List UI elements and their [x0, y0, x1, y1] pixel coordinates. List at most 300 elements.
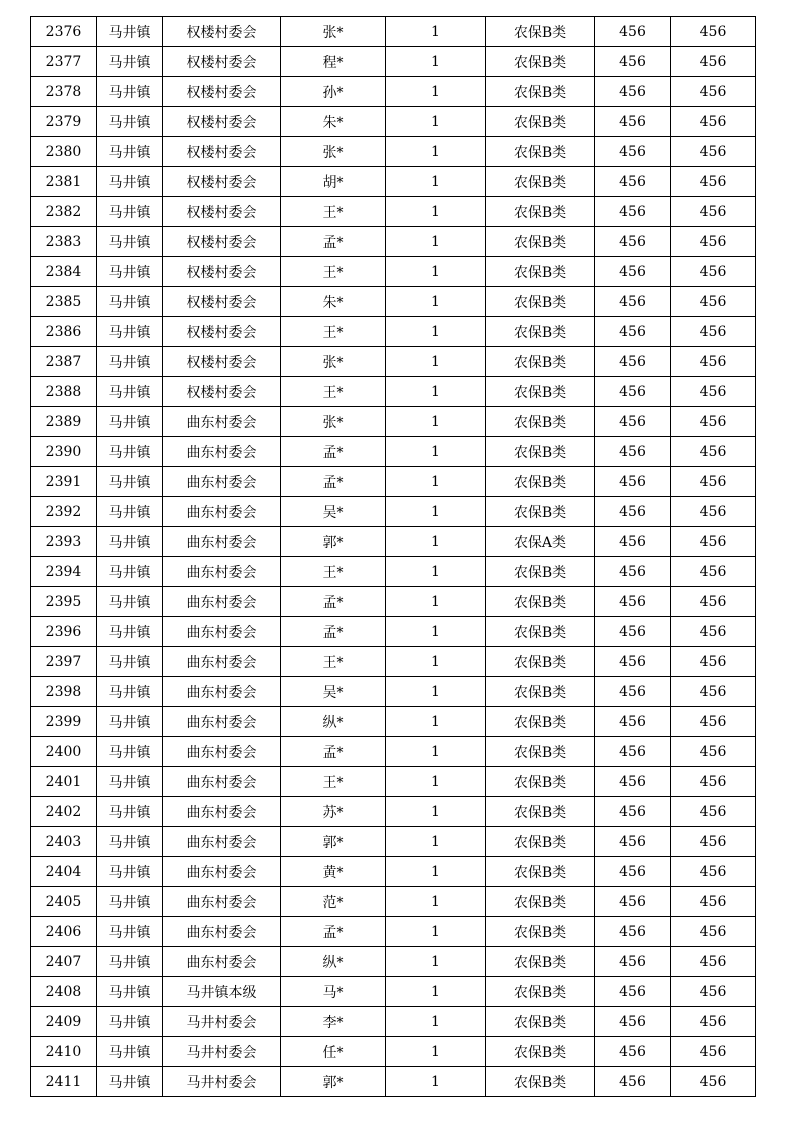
table-row: [31, 497, 756, 527]
table-row: [31, 707, 756, 737]
table-row: [31, 77, 756, 107]
cell-count: 1: [386, 557, 486, 587]
table-row: [31, 257, 756, 287]
cell-name: 朱*: [281, 287, 386, 317]
table-row: [31, 737, 756, 767]
cell-category: 农保B类: [486, 47, 595, 77]
cell-category: 农保B类: [486, 977, 595, 1007]
cell-category: 农保B类: [486, 737, 595, 767]
cell-issued-amount: 456: [671, 407, 756, 437]
cell-standard-amount: 456: [595, 797, 671, 827]
cell-name: 胡*: [281, 167, 386, 197]
cell-count: 1: [386, 437, 486, 467]
cell-name: 孟*: [281, 437, 386, 467]
cell-village-committee: 权楼村委会: [163, 377, 281, 407]
cell-name: 黄*: [281, 857, 386, 887]
cell-town: 马井镇: [97, 167, 163, 197]
table-row: [31, 647, 756, 677]
table-row: [31, 47, 756, 77]
cell-issued-amount: 456: [671, 527, 756, 557]
cell-village-committee: 曲东村委会: [163, 857, 281, 887]
cell-count: 1: [386, 497, 486, 527]
cell-town: 马井镇: [97, 767, 163, 797]
cell-village-committee: 曲东村委会: [163, 467, 281, 497]
cell-name: 纵*: [281, 947, 386, 977]
cell-standard-amount: 456: [595, 557, 671, 587]
cell-issued-amount: 456: [671, 587, 756, 617]
table-row: [31, 137, 756, 167]
cell-category: 农保B类: [486, 227, 595, 257]
cell-count: 1: [386, 917, 486, 947]
cell-town: 马井镇: [97, 647, 163, 677]
cell-serial-number: 2408: [31, 977, 97, 1007]
cell-category: 农保B类: [486, 347, 595, 377]
cell-serial-number: 2382: [31, 197, 97, 227]
cell-count: 1: [386, 407, 486, 437]
cell-category: 农保B类: [486, 407, 595, 437]
cell-issued-amount: 456: [671, 1037, 756, 1067]
cell-category: 农保B类: [486, 857, 595, 887]
cell-village-committee: 权楼村委会: [163, 227, 281, 257]
cell-village-committee: 权楼村委会: [163, 167, 281, 197]
cell-category: 农保B类: [486, 437, 595, 467]
cell-town: 马井镇: [97, 347, 163, 377]
cell-serial-number: 2378: [31, 77, 97, 107]
cell-village-committee: 马井村委会: [163, 1067, 281, 1097]
cell-village-committee: 曲东村委会: [163, 617, 281, 647]
cell-town: 马井镇: [97, 827, 163, 857]
cell-town: 马井镇: [97, 467, 163, 497]
cell-standard-amount: 456: [595, 677, 671, 707]
cell-standard-amount: 456: [595, 77, 671, 107]
cell-issued-amount: 456: [671, 1067, 756, 1097]
cell-standard-amount: 456: [595, 527, 671, 557]
cell-count: 1: [386, 467, 486, 497]
cell-name: 张*: [281, 347, 386, 377]
cell-name: 朱*: [281, 107, 386, 137]
cell-serial-number: 2377: [31, 47, 97, 77]
cell-serial-number: 2403: [31, 827, 97, 857]
cell-category: 农保B类: [486, 827, 595, 857]
cell-village-committee: 曲东村委会: [163, 587, 281, 617]
cell-name: 孟*: [281, 617, 386, 647]
cell-village-committee: 权楼村委会: [163, 17, 281, 47]
cell-village-committee: 曲东村委会: [163, 947, 281, 977]
table-row: [31, 1007, 756, 1037]
cell-town: 马井镇: [97, 1037, 163, 1067]
table-row: [31, 407, 756, 437]
cell-count: 1: [386, 287, 486, 317]
cell-village-committee: 曲东村委会: [163, 527, 281, 557]
cell-count: 1: [386, 317, 486, 347]
table-row: [31, 197, 756, 227]
cell-issued-amount: 456: [671, 287, 756, 317]
cell-standard-amount: 456: [595, 587, 671, 617]
cell-village-committee: 曲东村委会: [163, 647, 281, 677]
cell-issued-amount: 456: [671, 557, 756, 587]
cell-village-committee: 权楼村委会: [163, 137, 281, 167]
cell-issued-amount: 456: [671, 467, 756, 497]
cell-count: 1: [386, 857, 486, 887]
cell-serial-number: 2396: [31, 617, 97, 647]
cell-count: 1: [386, 527, 486, 557]
cell-count: 1: [386, 227, 486, 257]
cell-count: 1: [386, 257, 486, 287]
cell-village-committee: 曲东村委会: [163, 737, 281, 767]
cell-serial-number: 2394: [31, 557, 97, 587]
cell-village-committee: 曲东村委会: [163, 407, 281, 437]
cell-village-committee: 曲东村委会: [163, 677, 281, 707]
cell-village-committee: 权楼村委会: [163, 287, 281, 317]
cell-name: 王*: [281, 647, 386, 677]
cell-category: 农保B类: [486, 647, 595, 677]
cell-standard-amount: 456: [595, 107, 671, 137]
cell-count: 1: [386, 767, 486, 797]
cell-serial-number: 2400: [31, 737, 97, 767]
cell-standard-amount: 456: [595, 257, 671, 287]
cell-name: 郭*: [281, 827, 386, 857]
cell-category: 农保B类: [486, 167, 595, 197]
cell-count: 1: [386, 707, 486, 737]
cell-name: 程*: [281, 47, 386, 77]
cell-town: 马井镇: [97, 407, 163, 437]
cell-village-committee: 权楼村委会: [163, 317, 281, 347]
cell-town: 马井镇: [97, 857, 163, 887]
cell-standard-amount: 456: [595, 497, 671, 527]
table-row: [31, 677, 756, 707]
cell-issued-amount: 456: [671, 887, 756, 917]
table-row: [31, 227, 756, 257]
cell-standard-amount: 456: [595, 857, 671, 887]
cell-serial-number: 2410: [31, 1037, 97, 1067]
cell-standard-amount: 456: [595, 407, 671, 437]
cell-count: 1: [386, 677, 486, 707]
cell-category: 农保A类: [486, 527, 595, 557]
cell-count: 1: [386, 137, 486, 167]
cell-town: 马井镇: [97, 617, 163, 647]
cell-village-committee: 曲东村委会: [163, 497, 281, 527]
table-row: [31, 287, 756, 317]
cell-serial-number: 2407: [31, 947, 97, 977]
subsidy-table: [30, 16, 756, 1097]
cell-name: 王*: [281, 557, 386, 587]
cell-count: 1: [386, 737, 486, 767]
cell-town: 马井镇: [97, 887, 163, 917]
cell-serial-number: 2397: [31, 647, 97, 677]
cell-serial-number: 2409: [31, 1007, 97, 1037]
cell-category: 农保B类: [486, 1007, 595, 1037]
cell-issued-amount: 456: [671, 1007, 756, 1037]
cell-issued-amount: 456: [671, 197, 756, 227]
table-row: [31, 107, 756, 137]
cell-count: 1: [386, 167, 486, 197]
cell-count: 1: [386, 947, 486, 977]
cell-town: 马井镇: [97, 437, 163, 467]
cell-standard-amount: 456: [595, 647, 671, 677]
cell-town: 马井镇: [97, 47, 163, 77]
cell-issued-amount: 456: [671, 677, 756, 707]
cell-serial-number: 2404: [31, 857, 97, 887]
cell-name: 马*: [281, 977, 386, 1007]
cell-name: 张*: [281, 17, 386, 47]
cell-standard-amount: 456: [595, 737, 671, 767]
cell-category: 农保B类: [486, 677, 595, 707]
cell-category: 农保B类: [486, 707, 595, 737]
cell-standard-amount: 456: [595, 1037, 671, 1067]
cell-serial-number: 2401: [31, 767, 97, 797]
cell-name: 王*: [281, 197, 386, 227]
table-row: [31, 797, 756, 827]
cell-standard-amount: 456: [595, 887, 671, 917]
cell-standard-amount: 456: [595, 707, 671, 737]
table-row: [31, 977, 756, 1007]
cell-issued-amount: 456: [671, 737, 756, 767]
cell-village-committee: 权楼村委会: [163, 47, 281, 77]
cell-standard-amount: 456: [595, 287, 671, 317]
cell-name: 孟*: [281, 587, 386, 617]
cell-count: 1: [386, 47, 486, 77]
cell-standard-amount: 456: [595, 1067, 671, 1097]
cell-village-committee: 权楼村委会: [163, 257, 281, 287]
cell-serial-number: 2384: [31, 257, 97, 287]
cell-town: 马井镇: [97, 737, 163, 767]
table-body: [31, 17, 756, 1097]
cell-standard-amount: 456: [595, 827, 671, 857]
cell-serial-number: 2402: [31, 797, 97, 827]
cell-issued-amount: 456: [671, 827, 756, 857]
cell-standard-amount: 456: [595, 197, 671, 227]
cell-village-committee: 曲东村委会: [163, 707, 281, 737]
cell-standard-amount: 456: [595, 917, 671, 947]
cell-standard-amount: 456: [595, 977, 671, 1007]
cell-town: 马井镇: [97, 227, 163, 257]
table-row: [31, 377, 756, 407]
cell-category: 农保B类: [486, 587, 595, 617]
cell-issued-amount: 456: [671, 347, 756, 377]
cell-count: 1: [386, 197, 486, 227]
cell-category: 农保B类: [486, 377, 595, 407]
table-row: [31, 917, 756, 947]
cell-name: 孙*: [281, 77, 386, 107]
cell-count: 1: [386, 377, 486, 407]
cell-issued-amount: 456: [671, 917, 756, 947]
cell-standard-amount: 456: [595, 767, 671, 797]
cell-town: 马井镇: [97, 1007, 163, 1037]
table-row: [31, 557, 756, 587]
cell-serial-number: 2390: [31, 437, 97, 467]
cell-standard-amount: 456: [595, 617, 671, 647]
cell-serial-number: 2380: [31, 137, 97, 167]
cell-issued-amount: 456: [671, 107, 756, 137]
cell-town: 马井镇: [97, 977, 163, 1007]
cell-category: 农保B类: [486, 197, 595, 227]
cell-serial-number: 2398: [31, 677, 97, 707]
cell-count: 1: [386, 1037, 486, 1067]
cell-count: 1: [386, 617, 486, 647]
cell-standard-amount: 456: [595, 377, 671, 407]
cell-serial-number: 2393: [31, 527, 97, 557]
table-row: [31, 617, 756, 647]
cell-standard-amount: 456: [595, 1007, 671, 1037]
cell-serial-number: 2389: [31, 407, 97, 437]
table-row: [31, 317, 756, 347]
cell-issued-amount: 456: [671, 617, 756, 647]
cell-village-committee: 马井村委会: [163, 1037, 281, 1067]
table-row: [31, 467, 756, 497]
cell-serial-number: 2388: [31, 377, 97, 407]
cell-town: 马井镇: [97, 587, 163, 617]
cell-count: 1: [386, 827, 486, 857]
cell-name: 孟*: [281, 467, 386, 497]
cell-town: 马井镇: [97, 17, 163, 47]
table-row: [31, 887, 756, 917]
cell-town: 马井镇: [97, 557, 163, 587]
cell-serial-number: 2379: [31, 107, 97, 137]
cell-name: 任*: [281, 1037, 386, 1067]
cell-name: 张*: [281, 407, 386, 437]
cell-town: 马井镇: [97, 257, 163, 287]
cell-category: 农保B类: [486, 107, 595, 137]
cell-category: 农保B类: [486, 1037, 595, 1067]
cell-standard-amount: 456: [595, 467, 671, 497]
cell-count: 1: [386, 17, 486, 47]
cell-town: 马井镇: [97, 797, 163, 827]
cell-village-committee: 曲东村委会: [163, 917, 281, 947]
cell-village-committee: 权楼村委会: [163, 77, 281, 107]
cell-category: 农保B类: [486, 137, 595, 167]
cell-town: 马井镇: [97, 527, 163, 557]
cell-standard-amount: 456: [595, 167, 671, 197]
table-row: [31, 167, 756, 197]
cell-town: 马井镇: [97, 947, 163, 977]
cell-town: 马井镇: [97, 77, 163, 107]
cell-name: 孟*: [281, 917, 386, 947]
cell-town: 马井镇: [97, 317, 163, 347]
cell-issued-amount: 456: [671, 47, 756, 77]
table-row: [31, 527, 756, 557]
cell-issued-amount: 456: [671, 227, 756, 257]
cell-name: 孟*: [281, 737, 386, 767]
cell-count: 1: [386, 797, 486, 827]
cell-town: 马井镇: [97, 1067, 163, 1097]
cell-category: 农保B类: [486, 887, 595, 917]
cell-issued-amount: 456: [671, 437, 756, 467]
table-row: [31, 17, 756, 47]
cell-category: 农保B类: [486, 797, 595, 827]
cell-name: 王*: [281, 257, 386, 287]
cell-issued-amount: 456: [671, 497, 756, 527]
cell-name: 王*: [281, 767, 386, 797]
cell-serial-number: 2395: [31, 587, 97, 617]
cell-name: 郭*: [281, 1067, 386, 1097]
cell-serial-number: 2406: [31, 917, 97, 947]
cell-issued-amount: 456: [671, 77, 756, 107]
cell-name: 孟*: [281, 227, 386, 257]
table-row: [31, 857, 756, 887]
cell-category: 农保B类: [486, 467, 595, 497]
cell-serial-number: 2383: [31, 227, 97, 257]
cell-village-committee: 马井镇本级: [163, 977, 281, 1007]
cell-issued-amount: 456: [671, 977, 756, 1007]
cell-village-committee: 曲东村委会: [163, 827, 281, 857]
cell-category: 农保B类: [486, 767, 595, 797]
cell-village-committee: 马井村委会: [163, 1007, 281, 1037]
cell-category: 农保B类: [486, 917, 595, 947]
table-row: [31, 767, 756, 797]
cell-serial-number: 2376: [31, 17, 97, 47]
cell-issued-amount: 456: [671, 137, 756, 167]
table-row: [31, 947, 756, 977]
cell-town: 马井镇: [97, 377, 163, 407]
cell-town: 马井镇: [97, 677, 163, 707]
cell-category: 农保B类: [486, 77, 595, 107]
cell-issued-amount: 456: [671, 797, 756, 827]
cell-serial-number: 2391: [31, 467, 97, 497]
table-row: [31, 827, 756, 857]
cell-serial-number: 2387: [31, 347, 97, 377]
cell-category: 农保B类: [486, 497, 595, 527]
cell-standard-amount: 456: [595, 17, 671, 47]
cell-town: 马井镇: [97, 917, 163, 947]
cell-name: 张*: [281, 137, 386, 167]
cell-name: 王*: [281, 377, 386, 407]
cell-count: 1: [386, 77, 486, 107]
cell-name: 范*: [281, 887, 386, 917]
cell-category: 农保B类: [486, 317, 595, 347]
cell-count: 1: [386, 887, 486, 917]
cell-serial-number: 2411: [31, 1067, 97, 1097]
cell-name: 郭*: [281, 527, 386, 557]
cell-serial-number: 2399: [31, 707, 97, 737]
cell-serial-number: 2405: [31, 887, 97, 917]
cell-issued-amount: 456: [671, 257, 756, 287]
cell-count: 1: [386, 647, 486, 677]
cell-serial-number: 2392: [31, 497, 97, 527]
cell-issued-amount: 456: [671, 767, 756, 797]
cell-category: 农保B类: [486, 257, 595, 287]
cell-village-committee: 权楼村委会: [163, 347, 281, 377]
cell-standard-amount: 456: [595, 347, 671, 377]
cell-town: 马井镇: [97, 287, 163, 317]
table-row: [31, 1037, 756, 1067]
cell-category: 农保B类: [486, 287, 595, 317]
table-row: [31, 347, 756, 377]
cell-town: 马井镇: [97, 197, 163, 227]
cell-category: 农保B类: [486, 947, 595, 977]
cell-standard-amount: 456: [595, 437, 671, 467]
cell-standard-amount: 456: [595, 317, 671, 347]
cell-count: 1: [386, 107, 486, 137]
cell-name: 王*: [281, 317, 386, 347]
cell-village-committee: 权楼村委会: [163, 197, 281, 227]
cell-serial-number: 2386: [31, 317, 97, 347]
cell-standard-amount: 456: [595, 47, 671, 77]
cell-category: 农保B类: [486, 17, 595, 47]
cell-count: 1: [386, 587, 486, 617]
cell-name: 吴*: [281, 677, 386, 707]
cell-town: 马井镇: [97, 497, 163, 527]
cell-name: 纵*: [281, 707, 386, 737]
cell-village-committee: 曲东村委会: [163, 887, 281, 917]
cell-issued-amount: 456: [671, 17, 756, 47]
cell-standard-amount: 456: [595, 947, 671, 977]
table-row: [31, 587, 756, 617]
cell-serial-number: 2381: [31, 167, 97, 197]
cell-village-committee: 权楼村委会: [163, 107, 281, 137]
cell-village-committee: 曲东村委会: [163, 797, 281, 827]
cell-serial-number: 2385: [31, 287, 97, 317]
cell-town: 马井镇: [97, 707, 163, 737]
